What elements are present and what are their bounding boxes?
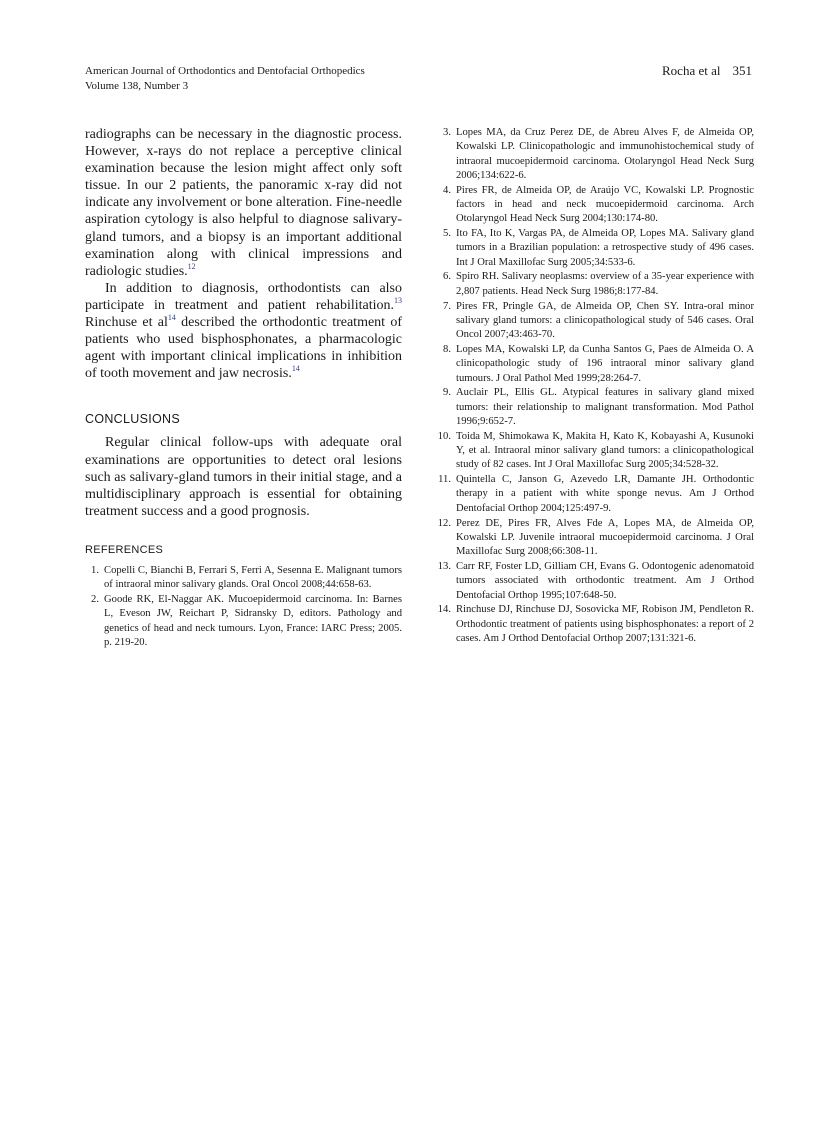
reference-item: 14. Rinchuse DJ, Rinchuse DJ, Sosovicka MF, Robison JM, Pendleton R. Orthodontic treatment of patients using bisphosphonates: a report of 2 cases. Am J Orthod Dentofacial Orthop 2007;131:321-6. <box>437 604 754 644</box>
reference-item: 5. Ito FA, Ito K, Vargas PA, de Almeida OP, Lopes MA. Salivary gland tumors in a Brazilian population: a retrospective study of 496 cases. Int J Oral Maxillofac Surg 2005;34:533-6. <box>443 228 754 268</box>
reference-item: 9. Auclair PL, Ellis GL. Atypical features in salivary gland mixed tumors: their relationship to malignant transformation. Mod Pathol 1996;9:652-7. <box>443 387 754 427</box>
reference-item: 1. Copelli C, Bianchi B, Ferrari S, Ferri A, Sesenna E. Malignant tumors of intraoral minor salivary glands. Oral Oncol 2008;44:658-63. <box>91 564 402 591</box>
citation-link[interactable]: 13 <box>394 295 402 305</box>
right-column <box>436 126 754 647</box>
body-paragraph-1: radiographs can be necessary in the diagnostic process. However, x-rays do not replace a perceptive clinical examination because the lesion might affect only soft tissue. In our 2 patients, the panoramic x-ray did not indicate any involvement or bone alteration. Fine-needle aspiration cytology is also helpful to diagnose salivary-gland tumors, and a biopsy is an important additional examination along with clinical impressions and radiologic studies.$^{12}$ <box>85 127 402 279</box>
running-header <box>85 64 365 94</box>
reference-item: 8. Lopes MA, Kowalski LP, da Cunha Santos G, Paes de Almeida O. A clinicopathologic study of 196 intraoral minor salivary gland tumours. J Oral Pathol Med 1999;28:264-7. <box>443 343 754 384</box>
reference-item: 11. Quintella C, Janson G, Azevedo LR, Damante JH. Orthodontic therapy in a patient with white sponge nevus. Am J Orthod Dentofacial Orthop 2004;125:497-9. <box>438 474 754 514</box>
references-heading: REFERENCES <box>85 543 164 556</box>
body-paragraph-2: In addition to diagnosis, orthodontists can also participate in treatment and patient rehabilitation.$^{13}$ Rinchuse et $al^{14}$ described the orthodontic treatment of patients who used bisphosphonates, a pharmacologic agent with important clinical implications in inhibition of tooth movement and jaw necrosis.$^{14}$ <box>85 280 402 382</box>
conclusions-heading: CONCLUSIONS <box>85 412 180 427</box>
page-header-right <box>662 63 752 79</box>
reference-item: 13. Carr RF, Foster LD, Gilliam CH, Evans G. Odontogenic adenomatoid tumors associated with orthodontic treatment. Am J Orthod Dentofacial Orthop 1995;107:648-50. <box>437 560 754 601</box>
reference-list-left <box>85 564 402 650</box>
reference-item: 7. Pires FR, Pringle GA, de Almeida OP, Chen SY. Intra-oral minor salivary gland tumors: a clinicopathological study of 546 cases. Oral Oncol 2007;43:463-70. <box>443 300 754 341</box>
author-short: Rocha et al <box>662 63 721 78</box>
reference-item: 6. Spiro RH. Salivary neoplasms: overview of a 35-year experience with 2,807 patients. Head Neck Surg 1986;8:177-84. <box>443 271 754 297</box>
reference-item: 10. Toida M, Shimokawa K, Makita H, Kato K, Kobayashi A, Kusunoki Y, et al. Intraoral minor salivary gland tumors: a clinicopathological study of 82 cases. Int J Oral Maxillofac Surg 2005;34:528-32. <box>437 430 754 471</box>
citation-link[interactable]: 14 <box>291 364 300 374</box>
reference-item: 12. Perez DE, Pires FR, Alves Fde A, Lopes MA, de Almeida OP, Kowalski LP. Juvenile intraoral mucoepidermoid carcinoma. J Oral Maxillofac Surg 2008;66:308-11. <box>437 517 754 558</box>
reference-item: 3. Lopes MA, da Cruz Perez DE, de Abreu Alves F, de Almeida OP, Kowalski LP. Clinicopathologic and immunohistochemical study of intraoral mucoepidermoid carcinoma. Otolaryngol Head Neck Surg 2006;134:622-6. <box>443 127 754 181</box>
volume-info: Volume 138, Number 3 <box>85 80 189 92</box>
citation-link[interactable]: 14 <box>167 313 176 323</box>
left-column <box>85 126 402 651</box>
conclusions-paragraph: Regular clinical follow-ups with adequate oral examinations are opportunities to detect oral lesions such as salivary-gland tumors in their initial stage, and a multidisciplinary approach is essential for obtaining treatment success and a good prognosis. <box>85 435 402 519</box>
reference-list-right <box>436 126 754 646</box>
page-number: 351 <box>732 63 752 78</box>
reference-item: 2. Goode RK, El-Naggar AK. Mucoepidermoid carcinoma. In: Barnes L, Eveson JW, Reichart P, Sidransky D, editors. Pathology and genetics of head and neck tumours. Lyon, France: IARC Press; 2005. p. 219-20. <box>91 593 402 648</box>
journal-title: American Journal of Orthodontics and Dentofacial Orthopedics <box>85 65 365 77</box>
citation-link[interactable]: 12 <box>187 261 196 271</box>
reference-item: 4. Pires FR, de Almeida OP, de Araújo VC, Kowalski LP. Prognostic factors in head and neck mucoepidermoid carcinoma. Arch Otolaryngol Head Neck Surg 2004;130:174-80. <box>443 184 754 225</box>
